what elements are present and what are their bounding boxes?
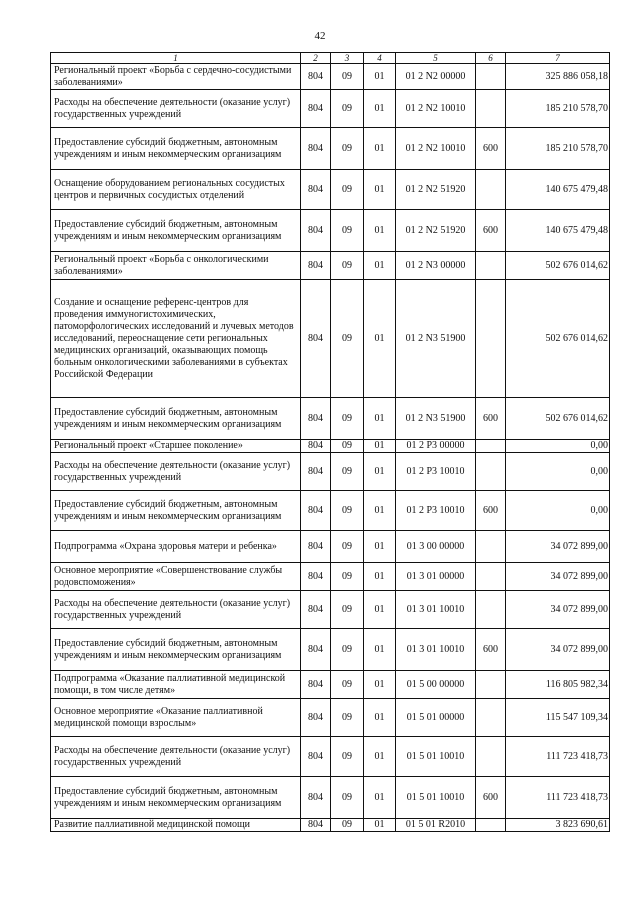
budget-table xyxy=(50,52,610,832)
cell-target-article: 01 2 N2 10010 xyxy=(396,128,476,170)
cell-expense-type: 600 xyxy=(476,128,506,170)
cell-name: Оснащение оборудованием региональных сосудистых центров и первичных сосудистых отделений xyxy=(51,170,301,210)
cell-expense-type xyxy=(476,252,506,280)
cell-expense-type: 600 xyxy=(476,210,506,252)
cell-subsection: 01 xyxy=(364,128,396,170)
cell-amount: 111 723 418,73 xyxy=(506,737,610,777)
cell-amount: 34 072 899,00 xyxy=(506,591,610,629)
cell-target-article: 01 3 01 10010 xyxy=(396,629,476,671)
column-header-4: 4 xyxy=(364,53,396,64)
column-header-5: 5 xyxy=(396,53,476,64)
cell-subsection: 01 xyxy=(364,398,396,440)
table-row xyxy=(51,252,610,280)
cell-name: Региональный проект «Борьба с сердечно-сосудистыми заболеваниями» xyxy=(51,64,301,90)
cell-expense-type xyxy=(476,699,506,737)
cell-amount: 116 805 982,34 xyxy=(506,671,610,699)
cell-ministry-code: 804 xyxy=(301,64,331,90)
column-header-1: 1 xyxy=(51,53,301,64)
cell-subsection: 01 xyxy=(364,531,396,563)
cell-ministry-code: 804 xyxy=(301,699,331,737)
cell-subsection: 01 xyxy=(364,699,396,737)
cell-ministry-code: 804 xyxy=(301,398,331,440)
cell-target-article: 01 2 N2 51920 xyxy=(396,210,476,252)
cell-expense-type xyxy=(476,453,506,491)
cell-section: 09 xyxy=(331,737,364,777)
table-row xyxy=(51,819,610,832)
cell-ministry-code: 804 xyxy=(301,531,331,563)
cell-amount: 185 210 578,70 xyxy=(506,128,610,170)
cell-expense-type xyxy=(476,819,506,832)
cell-amount: 502 676 014,62 xyxy=(506,398,610,440)
cell-section: 09 xyxy=(331,629,364,671)
cell-subsection: 01 xyxy=(364,440,396,453)
cell-target-article: 01 2 P3 00000 xyxy=(396,440,476,453)
cell-ministry-code: 804 xyxy=(301,90,331,128)
cell-expense-type: 600 xyxy=(476,491,506,531)
cell-section: 09 xyxy=(331,591,364,629)
cell-subsection: 01 xyxy=(364,777,396,819)
cell-amount: 502 676 014,62 xyxy=(506,280,610,398)
cell-section: 09 xyxy=(331,64,364,90)
cell-target-article: 01 3 01 00000 xyxy=(396,563,476,591)
cell-subsection: 01 xyxy=(364,90,396,128)
cell-section: 09 xyxy=(331,440,364,453)
cell-ministry-code: 804 xyxy=(301,128,331,170)
cell-amount: 140 675 479,48 xyxy=(506,170,610,210)
cell-ministry-code: 804 xyxy=(301,280,331,398)
table-row xyxy=(51,398,610,440)
cell-expense-type: 600 xyxy=(476,777,506,819)
cell-name: Региональный проект «Борьба с онкологическими заболеваниями» xyxy=(51,252,301,280)
table-row xyxy=(51,453,610,491)
cell-ministry-code: 804 xyxy=(301,671,331,699)
cell-name: Создание и оснащение референс-центров для проведения иммуногистохимических, патоморфологических исследований и лучевых методов исследований, переоснащение сети региональных медицинских организаций, оказывающих помощь больным онкологическими заболеваниями в субъектах Российской Федерации xyxy=(51,280,301,398)
cell-ministry-code: 804 xyxy=(301,777,331,819)
cell-subsection: 01 xyxy=(364,671,396,699)
table-row xyxy=(51,671,610,699)
cell-subsection: 01 xyxy=(364,453,396,491)
cell-amount: 34 072 899,00 xyxy=(506,563,610,591)
cell-amount: 185 210 578,70 xyxy=(506,90,610,128)
cell-section: 09 xyxy=(331,671,364,699)
cell-name: Основное мероприятие «Оказание паллиативной медицинской помощи взрослым» xyxy=(51,699,301,737)
cell-name: Подпрограмма «Оказание паллиативной медицинской помощи, в том числе детям» xyxy=(51,671,301,699)
column-header-3: 3 xyxy=(331,53,364,64)
cell-ministry-code: 804 xyxy=(301,591,331,629)
table-row xyxy=(51,737,610,777)
cell-target-article: 01 2 P3 10010 xyxy=(396,491,476,531)
cell-amount: 34 072 899,00 xyxy=(506,629,610,671)
cell-subsection: 01 xyxy=(364,210,396,252)
cell-ministry-code: 804 xyxy=(301,563,331,591)
table-row xyxy=(51,280,610,398)
cell-name: Предоставление субсидий бюджетным, автономным учреждениям и иным некоммерческим организациям xyxy=(51,128,301,170)
cell-ministry-code: 804 xyxy=(301,629,331,671)
table-row xyxy=(51,64,610,90)
cell-subsection: 01 xyxy=(364,280,396,398)
cell-name: Расходы на обеспечение деятельности (оказание услуг) государственных учреждений xyxy=(51,591,301,629)
cell-name: Предоставление субсидий бюджетным, автономным учреждениям и иным некоммерческим организациям xyxy=(51,777,301,819)
cell-subsection: 01 xyxy=(364,252,396,280)
cell-ministry-code: 804 xyxy=(301,252,331,280)
cell-name: Подпрограмма «Охрана здоровья матери и ребенка» xyxy=(51,531,301,563)
cell-expense-type xyxy=(476,280,506,398)
cell-amount: 115 547 109,34 xyxy=(506,699,610,737)
cell-target-article: 01 2 N2 00000 xyxy=(396,64,476,90)
cell-subsection: 01 xyxy=(364,170,396,210)
cell-name: Региональный проект «Старшее поколение» xyxy=(51,440,301,453)
cell-subsection: 01 xyxy=(364,737,396,777)
cell-ministry-code: 804 xyxy=(301,170,331,210)
page-number: 42 xyxy=(314,30,326,42)
cell-target-article: 01 2 N2 51920 xyxy=(396,170,476,210)
cell-subsection: 01 xyxy=(364,563,396,591)
cell-name: Предоставление субсидий бюджетным, автономным учреждениям и иным некоммерческим организациям xyxy=(51,629,301,671)
cell-amount: 3 823 690,61 xyxy=(506,819,610,832)
cell-ministry-code: 804 xyxy=(301,440,331,453)
cell-ministry-code: 804 xyxy=(301,491,331,531)
table-row xyxy=(51,128,610,170)
cell-expense-type xyxy=(476,170,506,210)
table-row xyxy=(51,777,610,819)
cell-subsection: 01 xyxy=(364,491,396,531)
cell-expense-type xyxy=(476,90,506,128)
cell-name: Предоставление субсидий бюджетным, автономным учреждениям и иным некоммерческим организациям xyxy=(51,491,301,531)
cell-target-article: 01 5 00 00000 xyxy=(396,671,476,699)
cell-subsection: 01 xyxy=(364,819,396,832)
table-row xyxy=(51,629,610,671)
cell-ministry-code: 804 xyxy=(301,453,331,491)
cell-amount: 502 676 014,62 xyxy=(506,252,610,280)
cell-expense-type: 600 xyxy=(476,629,506,671)
cell-expense-type xyxy=(476,531,506,563)
cell-amount: 325 886 058,18 xyxy=(506,64,610,90)
cell-name: Расходы на обеспечение деятельности (оказание услуг) государственных учреждений xyxy=(51,737,301,777)
cell-section: 09 xyxy=(331,210,364,252)
cell-target-article: 01 3 00 00000 xyxy=(396,531,476,563)
cell-name: Предоставление субсидий бюджетным, автономным учреждениям и иным некоммерческим организациям xyxy=(51,210,301,252)
table-row xyxy=(51,591,610,629)
cell-section: 09 xyxy=(331,819,364,832)
budget-table-body xyxy=(51,53,610,832)
cell-subsection: 01 xyxy=(364,629,396,671)
cell-ministry-code: 804 xyxy=(301,737,331,777)
cell-ministry-code: 804 xyxy=(301,210,331,252)
cell-name: Расходы на обеспечение деятельности (оказание услуг) государственных учреждений xyxy=(51,90,301,128)
cell-expense-type xyxy=(476,737,506,777)
cell-target-article: 01 2 N2 10010 xyxy=(396,90,476,128)
cell-target-article: 01 2 N3 00000 xyxy=(396,252,476,280)
cell-expense-type xyxy=(476,591,506,629)
cell-subsection: 01 xyxy=(364,591,396,629)
cell-target-article: 01 2 P3 10010 xyxy=(396,453,476,491)
table-row xyxy=(51,699,610,737)
cell-section: 09 xyxy=(331,280,364,398)
cell-section: 09 xyxy=(331,777,364,819)
cell-expense-type xyxy=(476,64,506,90)
cell-name: Основное мероприятие «Совершенствование службы родовспоможения» xyxy=(51,563,301,591)
cell-amount: 34 072 899,00 xyxy=(506,531,610,563)
cell-ministry-code: 804 xyxy=(301,819,331,832)
cell-section: 09 xyxy=(331,170,364,210)
cell-section: 09 xyxy=(331,491,364,531)
table-row xyxy=(51,440,610,453)
cell-section: 09 xyxy=(331,699,364,737)
cell-target-article: 01 5 01 10010 xyxy=(396,777,476,819)
cell-target-article: 01 2 N3 51900 xyxy=(396,398,476,440)
cell-section: 09 xyxy=(331,453,364,491)
cell-section: 09 xyxy=(331,398,364,440)
cell-name: Предоставление субсидий бюджетным, автономным учреждениям и иным некоммерческим организациям xyxy=(51,398,301,440)
table-row xyxy=(51,531,610,563)
cell-amount: 0,00 xyxy=(506,440,610,453)
cell-expense-type: 600 xyxy=(476,398,506,440)
cell-subsection: 01 xyxy=(364,64,396,90)
cell-expense-type xyxy=(476,440,506,453)
table-row xyxy=(51,210,610,252)
cell-target-article: 01 5 01 10010 xyxy=(396,737,476,777)
table-row xyxy=(51,563,610,591)
cell-amount: 0,00 xyxy=(506,453,610,491)
table-row xyxy=(51,491,610,531)
cell-expense-type xyxy=(476,671,506,699)
cell-target-article: 01 2 N3 51900 xyxy=(396,280,476,398)
cell-target-article: 01 5 01 00000 xyxy=(396,699,476,737)
cell-section: 09 xyxy=(331,563,364,591)
cell-expense-type xyxy=(476,563,506,591)
cell-amount: 111 723 418,73 xyxy=(506,777,610,819)
cell-section: 09 xyxy=(331,531,364,563)
cell-amount: 0,00 xyxy=(506,491,610,531)
cell-section: 09 xyxy=(331,90,364,128)
column-header-6: 6 xyxy=(476,53,506,64)
column-header-7: 7 xyxy=(506,53,610,64)
cell-section: 09 xyxy=(331,252,364,280)
table-header-row xyxy=(51,53,610,64)
cell-target-article: 01 3 01 10010 xyxy=(396,591,476,629)
column-header-2: 2 xyxy=(301,53,331,64)
table-row xyxy=(51,90,610,128)
cell-target-article: 01 5 01 R2010 xyxy=(396,819,476,832)
cell-name: Развитие паллиативной медицинской помощи xyxy=(51,819,301,832)
cell-amount: 140 675 479,48 xyxy=(506,210,610,252)
cell-section: 09 xyxy=(331,128,364,170)
table-row xyxy=(51,170,610,210)
cell-name: Расходы на обеспечение деятельности (оказание услуг) государственных учреждений xyxy=(51,453,301,491)
